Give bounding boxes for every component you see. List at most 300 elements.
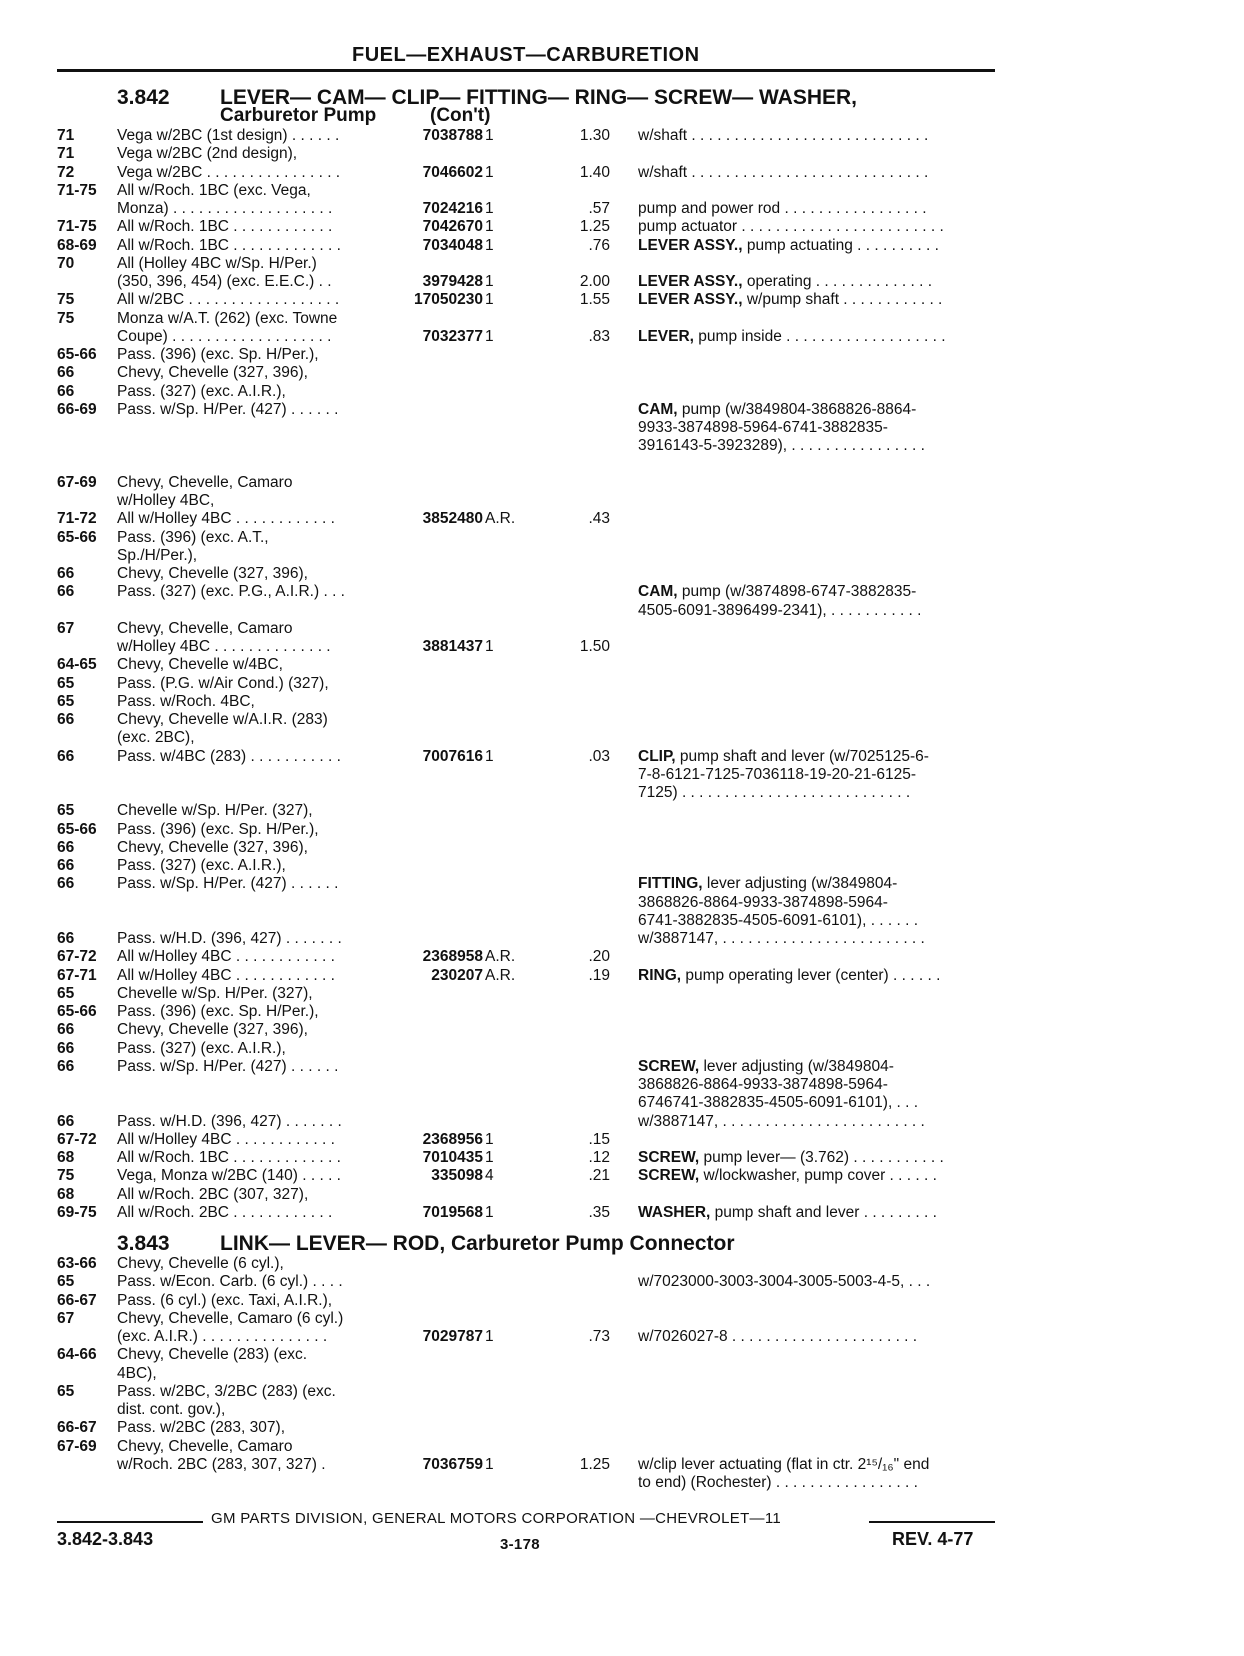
part-remarks: [638, 218, 1003, 236]
footer-publisher: GM PARTS DIVISION, GENERAL MOTORS CORPORATION —CHEVROLET—11: [211, 1510, 782, 1527]
model-year: 66: [57, 1112, 75, 1130]
price: .83: [588, 327, 610, 345]
quantity: 1: [485, 1455, 494, 1473]
part-name: SCREW,: [638, 1167, 700, 1185]
model-year: 66: [57, 838, 75, 856]
quantity: A.R.: [485, 510, 516, 528]
remarks-text: pump (w/3849804-3868826-8864-: [677, 400, 917, 418]
part-remarks: [638, 401, 1003, 419]
model-year: 72: [57, 163, 75, 181]
table-row: [0, 766, 1244, 784]
application-description: 4BC),: [117, 1364, 157, 1382]
price: .57: [588, 200, 610, 217]
quantity: A.R.: [485, 948, 516, 966]
application-description: All w/Holley 4BC . . . . . . . . . . . .: [117, 1130, 335, 1148]
quantity: 1: [485, 163, 494, 181]
part-number: 335098: [431, 1167, 483, 1185]
table-row: [0, 967, 1244, 985]
table-row: [0, 237, 1244, 255]
application-description: All w/Holley 4BC . . . . . . . . . . . .: [117, 510, 335, 528]
table-row: [0, 346, 1244, 364]
price: .19: [588, 966, 610, 984]
price: .15: [588, 1130, 610, 1148]
part-number: 7007616: [422, 747, 483, 765]
quantity: 4: [485, 1167, 494, 1185]
application-description: Vega w/2BC (1st design) . . . . . .: [117, 127, 340, 144]
model-year: 66-69: [57, 400, 97, 418]
section-title: LINK— LEVER— ROD, Carburetor Pump Connector: [220, 1232, 735, 1255]
section-title: LEVER— CAM— CLIP— FITTING— RING— SCREW— WASHER,: [220, 86, 858, 109]
table-row: [0, 127, 1244, 145]
part-remarks: [638, 1474, 1003, 1492]
part-remarks: [638, 273, 1003, 291]
application-description: Chevy, Chevelle, Camaro: [117, 619, 293, 637]
model-year: 64-65: [57, 656, 97, 674]
remarks-text: pump (w/3874898-6747-3882835-: [677, 583, 917, 601]
application-description: Pass. w/Sp. H/Per. (427) . . . . . .: [117, 1057, 339, 1075]
part-name: LEVER ASSY.,: [638, 236, 743, 254]
table-row: [0, 821, 1244, 839]
table-row: [0, 492, 1244, 510]
application-description: Pass. w/H.D. (396, 427) . . . . . . .: [117, 1112, 342, 1130]
table-row: [0, 1365, 1244, 1383]
remarks-text: 3868826-8864-9933-3874898-5964-: [638, 893, 888, 911]
model-year: 66: [57, 747, 75, 765]
remarks-text: 6741-3882835-4505-6091-6101), . . . . . .: [638, 911, 919, 929]
model-year: 75: [57, 291, 75, 309]
application-description: Chevy, Chevelle, Camaro: [117, 1437, 293, 1455]
application-description: Vega, Monza w/2BC (140) . . . . .: [117, 1167, 341, 1185]
application-description: Sp./H/Per.),: [117, 546, 198, 564]
quantity: 1: [485, 127, 494, 144]
application-description: dist. cont. gov.),: [117, 1401, 226, 1418]
part-name: LEVER,: [638, 327, 694, 345]
table-row: [0, 1438, 1244, 1456]
table-row: [0, 474, 1244, 492]
model-year: 66: [57, 583, 75, 601]
table-row: [0, 711, 1244, 729]
model-year: 65-66: [57, 528, 97, 546]
part-number: 7042670: [422, 218, 483, 236]
model-year: 65-66: [57, 346, 97, 363]
remarks-text: 3868826-8864-9933-3874898-5964-: [638, 1076, 888, 1093]
application-description: Pass. (327) (exc. A.I.R.),: [117, 1039, 286, 1057]
part-remarks: [638, 419, 1003, 437]
table-row: [0, 1094, 1244, 1112]
part-remarks: [638, 200, 1003, 218]
model-year: 67-72: [57, 1130, 97, 1148]
table-row: [0, 1040, 1244, 1058]
application-description: All w/Roch. 1BC . . . . . . . . . . . . .: [117, 1149, 341, 1166]
remarks-text: w/shaft . . . . . . . . . . . . . . . . . . . . . . . . . . . .: [638, 127, 929, 144]
quantity: 1: [485, 273, 494, 290]
table-row: [0, 620, 1244, 638]
application-description: Pass. (396) (exc. Sp. H/Per.),: [117, 346, 319, 363]
remarks-text: w/3887147, . . . . . . . . . . . . . . . . . . . . . . . .: [638, 1112, 925, 1130]
application-description: w/Holley 4BC . . . . . . . . . . . . . .: [117, 638, 331, 655]
quantity: A.R.: [485, 966, 516, 984]
part-remarks: [638, 437, 1003, 455]
table-row: [0, 456, 1244, 474]
part-number: 7024216: [422, 200, 483, 217]
part-remarks: [638, 602, 1003, 620]
quantity: 1: [485, 638, 494, 655]
application-description: All w/Roch. 1BC (exc. Vega,: [117, 181, 311, 199]
application-description: Pass. w/H.D. (396, 427) . . . . . . .: [117, 930, 342, 947]
application-description: All w/Roch. 2BC . . . . . . . . . . . .: [117, 1203, 333, 1221]
model-year: 66: [57, 930, 75, 947]
price: .43: [588, 510, 610, 528]
model-year: 66: [57, 875, 75, 893]
part-name: LEVER ASSY.,: [638, 291, 743, 309]
part-remarks: [638, 1113, 1003, 1131]
model-year: 71-72: [57, 510, 97, 528]
quantity: 1: [485, 200, 494, 217]
part-remarks: [638, 164, 1003, 182]
application-description: Monza) . . . . . . . . . . . . . . . . . . .: [117, 200, 333, 217]
part-remarks: [638, 1204, 1003, 1222]
part-number: 2368956: [422, 1130, 483, 1148]
table-row: [0, 1383, 1244, 1401]
model-year: 65: [57, 674, 75, 692]
application-description: Pass. w/4BC (283) . . . . . . . . . . .: [117, 747, 341, 765]
table-row: [0, 1346, 1244, 1364]
table-row: [0, 1167, 1244, 1185]
part-number: 7034048: [422, 236, 483, 254]
application-description: Coupe) . . . . . . . . . . . . . . . . . . .: [117, 327, 332, 345]
table-row: [0, 802, 1244, 820]
price: .12: [588, 1149, 610, 1166]
application-description: w/Roch. 2BC (283, 307, 327) .: [117, 1455, 326, 1473]
model-year: 66: [57, 711, 75, 728]
table-row: [0, 875, 1244, 893]
price: 1.55: [579, 291, 610, 309]
table-row: [0, 218, 1244, 236]
application-description: Pass. (396) (exc. A.T.,: [117, 528, 269, 546]
model-year: 69-75: [57, 1203, 97, 1221]
remarks-text: 9933-3874898-5964-6741-3882835-: [638, 419, 888, 436]
application-description: Chevy, Chevelle (327, 396),: [117, 838, 308, 856]
price: .76: [588, 236, 610, 254]
table-row: [0, 1310, 1244, 1328]
remarks-text: 7-8-6121-7125-7036118-19-20-21-6125-: [638, 765, 917, 783]
table-row: [0, 894, 1244, 912]
table-row: [0, 693, 1244, 711]
table-row: [0, 1058, 1244, 1076]
model-year: 66: [57, 857, 75, 874]
table-row: [0, 1131, 1244, 1149]
remarks-text: lever adjusting (w/3849804-: [702, 875, 898, 893]
price: 1.50: [579, 638, 610, 655]
model-year: 66: [57, 565, 75, 582]
model-year: 67-71: [57, 966, 97, 984]
part-remarks: [638, 875, 1003, 893]
table-row: [0, 145, 1244, 163]
application-description: w/Holley 4BC,: [117, 492, 215, 509]
part-number: 3852480: [422, 510, 483, 528]
part-remarks: [638, 583, 1003, 601]
model-year: 68: [57, 1185, 75, 1203]
model-year: 68-69: [57, 236, 97, 254]
table-row: [0, 547, 1244, 565]
table-row: [0, 675, 1244, 693]
part-number: 3979428: [422, 273, 483, 290]
table-row: [0, 1021, 1244, 1039]
application-description: All w/Roch. 1BC . . . . . . . . . . . . .: [117, 236, 341, 254]
quantity: 1: [485, 1203, 494, 1221]
model-year: 66: [57, 1057, 75, 1075]
part-remarks: [638, 1058, 1003, 1076]
model-year: 65: [57, 1382, 75, 1400]
model-year: 63-66: [57, 1255, 97, 1272]
part-remarks: [638, 1094, 1003, 1112]
model-year: 75: [57, 309, 75, 327]
application-description: Pass. (327) (exc. A.I.R.),: [117, 382, 286, 400]
part-number: 3881437: [422, 638, 483, 655]
header-rule: [57, 69, 995, 72]
model-year: 64-66: [57, 1346, 97, 1364]
section-number: 3.843: [117, 1232, 170, 1255]
application-description: Chevy, Chevelle (283) (exc.: [117, 1346, 308, 1364]
model-year: 65-66: [57, 1003, 97, 1020]
table-row: [0, 839, 1244, 857]
remarks-text: pump actuator . . . . . . . . . . . . . . . . . . . . . . . .: [638, 218, 944, 236]
part-remarks: [638, 1456, 1003, 1474]
application-description: Pass. w/2BC, 3/2BC (283) (exc.: [117, 1382, 336, 1400]
part-remarks: [638, 127, 1003, 145]
remarks-text: w/clip lever actuating (flat in ctr. 2¹⁵/₁₆" end: [638, 1455, 930, 1473]
model-year: 71-75: [57, 181, 97, 199]
part-number: 7029787: [422, 1328, 483, 1345]
remarks-text: pump shaft and lever (w/7025125-6-: [675, 747, 929, 765]
table-row: [0, 638, 1244, 656]
application-description: Pass. (396) (exc. Sp. H/Per.),: [117, 1003, 319, 1020]
price: 1.40: [579, 163, 610, 181]
remarks-text: pump and power rod . . . . . . . . . . . . . . . . .: [638, 200, 927, 217]
application-description: Pass. w/Econ. Carb. (6 cyl.) . . . .: [117, 1273, 343, 1291]
table-row: [0, 784, 1244, 802]
table-row: [0, 985, 1244, 1003]
model-year: 68: [57, 1149, 75, 1166]
table-row: [0, 729, 1244, 747]
table-row: [0, 164, 1244, 182]
part-remarks: [638, 912, 1003, 930]
application-description: (exc. A.I.R.) . . . . . . . . . . . . . . .: [117, 1328, 328, 1345]
part-remarks: [638, 328, 1003, 346]
quantity: 1: [485, 236, 494, 254]
quantity: 1: [485, 291, 494, 309]
remarks-text: pump lever— (3.762) . . . . . . . . . . .: [699, 1149, 944, 1166]
remarks-text: 4505-6091-3896499-2341), . . . . . . . . . . .: [638, 601, 922, 619]
application-description: Chevy, Chevelle (327, 396),: [117, 1021, 308, 1039]
model-year: 65: [57, 692, 75, 710]
remarks-text: w/7023000-3003-3004-3005-5003-4-5, . . .: [638, 1273, 931, 1291]
table-row: [0, 1149, 1244, 1167]
remarks-text: w/7026027-8 . . . . . . . . . . . . . . . . . . . . . .: [638, 1328, 918, 1345]
part-remarks: [638, 967, 1003, 985]
remarks-text: operating . . . . . . . . . . . . . .: [742, 273, 933, 290]
remarks-text: w/pump shaft . . . . . . . . . . . .: [742, 291, 943, 309]
page-header-title: FUEL—EXHAUST—CARBURETION: [352, 44, 700, 66]
table-row: [0, 383, 1244, 401]
table-row: [0, 1419, 1244, 1437]
application-description: Monza w/A.T. (262) (exc. Towne: [117, 309, 338, 327]
price: 1.25: [579, 1455, 610, 1473]
application-description: Chevy, Chevelle, Camaro: [117, 473, 293, 491]
application-description: Pass. (6 cyl.) (exc. Taxi, A.I.R.),: [117, 1291, 333, 1309]
table-row: [0, 291, 1244, 309]
price: .73: [588, 1328, 610, 1345]
price: .03: [588, 747, 610, 765]
footer-rule-left: [57, 1521, 203, 1523]
quantity: 1: [485, 1130, 494, 1148]
model-year: 71: [57, 145, 75, 163]
application-description: All w/Roch. 2BC (307, 327),: [117, 1185, 309, 1203]
price: 1.25: [579, 218, 610, 236]
table-row: [0, 602, 1244, 620]
model-year: 66-67: [57, 1291, 97, 1309]
table-row: [0, 1401, 1244, 1419]
table-row: [0, 948, 1244, 966]
model-year: 66-67: [57, 1419, 97, 1437]
model-year: 71-75: [57, 218, 97, 236]
table-row: [0, 401, 1244, 419]
application-description: Pass. w/Roch. 4BC,: [117, 692, 255, 710]
table-row: [0, 1186, 1244, 1204]
application-description: (exc. 2BC),: [117, 729, 195, 747]
page-number: 3-178: [500, 1536, 540, 1553]
remarks-text: 7125) . . . . . . . . . . . . . . . . . . . . . . . . . . .: [638, 784, 911, 801]
part-remarks: [638, 784, 1003, 802]
footer-section-range: 3.842-3.843: [57, 1529, 154, 1549]
price: .35: [588, 1203, 610, 1221]
remarks-text: 3916143-5-3923289), . . . . . . . . . . . . . . . .: [638, 437, 925, 455]
application-description: Pass. w/Sp. H/Per. (427) . . . . . .: [117, 875, 339, 893]
table-row: [0, 748, 1244, 766]
remarks-text: pump inside . . . . . . . . . . . . . . . . . . .: [693, 327, 946, 345]
model-year: 65: [57, 984, 75, 1002]
part-remarks: [638, 237, 1003, 255]
remarks-text: w/shaft . . . . . . . . . . . . . . . . . . . . . . . . . . . .: [638, 163, 929, 181]
application-description: Pass. (396) (exc. Sp. H/Per.),: [117, 820, 319, 838]
model-year: 75: [57, 1167, 75, 1185]
part-number: 7032377: [422, 327, 483, 345]
part-remarks: [638, 766, 1003, 784]
model-year: 66: [57, 1021, 75, 1039]
application-description: All w/Holley 4BC . . . . . . . . . . . .: [117, 966, 335, 984]
model-year: 66: [57, 1039, 75, 1057]
section-number: 3.842: [117, 86, 170, 109]
section-subtitle: Carburetor Pump: [220, 105, 377, 126]
part-name: SCREW,: [638, 1057, 700, 1075]
application-description: Vega w/2BC . . . . . . . . . . . . . . . .: [117, 163, 341, 181]
part-remarks: [638, 1076, 1003, 1094]
table-row: [0, 419, 1244, 437]
application-description: Chevelle w/Sp. H/Per. (327),: [117, 984, 313, 1002]
remarks-text: pump shaft and lever . . . . . . . . .: [710, 1203, 937, 1221]
application-description: Pass. (327) (exc. P.G., A.I.R.) . . .: [117, 583, 345, 601]
part-name: RING,: [638, 966, 682, 984]
part-number: 7046602: [422, 163, 483, 181]
table-row: [0, 1328, 1244, 1346]
part-number: 7036759: [422, 1455, 483, 1473]
part-name: CAM,: [638, 583, 678, 601]
application-description: Chevy, Chevelle, Camaro (6 cyl.): [117, 1309, 344, 1327]
table-row: [0, 200, 1244, 218]
remarks-text: w/3887147, . . . . . . . . . . . . . . . . . . . . . . . .: [638, 930, 925, 947]
part-number: 7010435: [422, 1149, 483, 1166]
model-year: 70: [57, 254, 75, 272]
table-row: [0, 310, 1244, 328]
table-row: [0, 1003, 1244, 1021]
table-row: [0, 930, 1244, 948]
table-row: [0, 1474, 1244, 1492]
part-remarks: [638, 748, 1003, 766]
part-name: LEVER ASSY.,: [638, 273, 743, 290]
application-description: All w/Roch. 1BC . . . . . . . . . . . .: [117, 218, 333, 236]
part-number: 2368958: [422, 948, 483, 966]
table-row: [0, 583, 1244, 601]
quantity: 1: [485, 747, 494, 765]
application-description: All w/2BC . . . . . . . . . . . . . . . . . .: [117, 291, 340, 309]
application-description: Pass. w/Sp. H/Per. (427) . . . . . .: [117, 400, 339, 418]
part-name: CLIP,: [638, 747, 676, 765]
remarks-text: pump operating lever (center) . . . . . .: [681, 966, 941, 984]
model-year: 67: [57, 1309, 75, 1327]
part-remarks: [638, 894, 1003, 912]
table-row: [0, 529, 1244, 547]
part-remarks: [638, 1328, 1003, 1346]
table-row: [0, 437, 1244, 455]
model-year: 66: [57, 364, 75, 382]
table-row: [0, 565, 1244, 583]
table-row: [0, 1076, 1244, 1094]
table-row: [0, 656, 1244, 674]
table-row: [0, 912, 1244, 930]
table-row: [0, 364, 1244, 382]
remarks-text: w/lockwasher, pump cover . . . . . .: [699, 1167, 937, 1185]
price: .20: [588, 948, 610, 966]
application-description: Vega w/2BC (2nd design),: [117, 145, 298, 163]
model-year: 71: [57, 127, 75, 144]
part-number: 7019568: [422, 1203, 483, 1221]
part-number: 17050230: [414, 291, 483, 309]
part-remarks: [638, 1149, 1003, 1167]
remarks-text: pump actuating . . . . . . . . . .: [742, 236, 939, 254]
table-row: [0, 1255, 1244, 1273]
table-row: [0, 1204, 1244, 1222]
remarks-text: to end) (Rochester) . . . . . . . . . . . . . . . . .: [638, 1474, 918, 1491]
part-remarks: [638, 930, 1003, 948]
application-description: All w/Holley 4BC . . . . . . . . . . . .: [117, 948, 335, 966]
price: 1.30: [579, 127, 610, 144]
remarks-text: lever adjusting (w/3849804-: [699, 1057, 894, 1075]
quantity: 1: [485, 218, 494, 236]
model-year: 67: [57, 619, 75, 637]
application-description: Chevy, Chevelle w/A.I.R. (283): [117, 711, 328, 728]
model-year: 67-69: [57, 1437, 97, 1455]
part-number: 230207: [431, 966, 483, 984]
part-number: 7038788: [422, 127, 483, 144]
model-year: 65-66: [57, 820, 97, 838]
table-row: [0, 273, 1244, 291]
table-row: [0, 1113, 1244, 1131]
part-name: SCREW,: [638, 1149, 700, 1166]
table-row: [0, 255, 1244, 273]
application-description: Chevy, Chevelle (327, 396),: [117, 565, 308, 582]
part-remarks: [638, 291, 1003, 309]
quantity: 1: [485, 327, 494, 345]
